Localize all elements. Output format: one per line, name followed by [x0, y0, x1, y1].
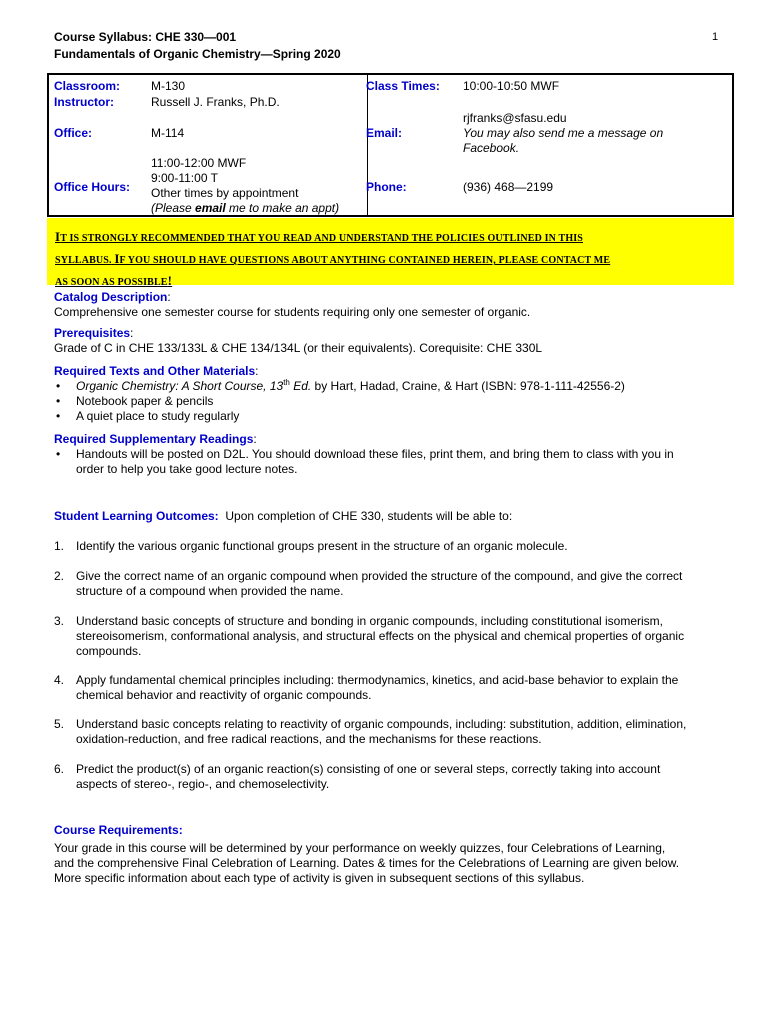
- banner-text-1: T IS STRONGLY RECOMMENDED THAT YOU READ AND UNDERSTAND THE POLICIES OUTLINED IN THIS: [60, 233, 584, 244]
- outcome-item: [54, 762, 724, 792]
- outcomes-intro: Upon completion of CHE 330, students will be able to:: [218, 509, 513, 523]
- list-item: [54, 409, 724, 424]
- outcome-item: [54, 673, 724, 703]
- outcome-number: 2.: [54, 569, 65, 583]
- requirements-line3: More specific information about each type of activity is given in subsequent sections of this syllabus.: [54, 871, 585, 885]
- supplementary-line1: Handouts will be posted on D2L. You should download these files, print them, and bring them to class with you in: [76, 447, 674, 461]
- email-note-line1: You may also send me a message on: [463, 126, 664, 140]
- office-hours-line3: Other times by appointment: [151, 186, 299, 200]
- requirements-line1: Your grade in this course will be determined by your performance on weekly quizzes, four Celebrations of Learning,: [54, 841, 666, 855]
- catalog-section: [54, 290, 724, 320]
- prereq-text: Grade of C in CHE 133/133L & CHE 134/134L (or their equivalents). Corequisite: CHE 330L: [54, 341, 543, 355]
- document-header: [54, 29, 341, 63]
- outcome-number: 1.: [54, 539, 65, 553]
- list-item: [54, 379, 724, 394]
- outcome-text: Predict the product(s) of an organic reaction(s) consisting of one or several steps, correctly taking into account: [76, 762, 661, 776]
- office-hours-note-pre: (Please: [151, 201, 196, 215]
- catalog-title: Catalog Description: [54, 290, 168, 304]
- email-label: Email:: [366, 126, 403, 140]
- class-times-value: 10:00-10:50 MWF: [463, 79, 560, 93]
- supplementary-line2: order to help you take good lecture notes.: [76, 462, 298, 476]
- phone-label: Phone:: [366, 180, 407, 194]
- supplementary-list: [54, 447, 724, 477]
- outcome-text: Understand basic concepts relating to reactivity of organic compounds, including: substitution, addition, elimination,: [76, 717, 687, 731]
- office-hours-note-email: email: [195, 201, 226, 215]
- class-times-label: Class Times:: [366, 79, 440, 93]
- instructor-value: Russell J. Franks, Ph.D.: [151, 95, 280, 109]
- texts-title: Required Texts and Other Materials: [54, 364, 256, 378]
- banner-exclamation: !: [167, 273, 173, 288]
- outcome-text: chemical behavior and reactivity of organic compounds.: [76, 688, 372, 702]
- outcome-text: Apply fundamental chemical principles including: thermodynamics, kinetics, and acid-base behavior to explain the: [76, 673, 679, 687]
- outcome-number: 5.: [54, 717, 65, 731]
- list-item: [54, 394, 724, 409]
- policy-banner: [47, 218, 734, 288]
- page-number: 1: [712, 31, 719, 43]
- supplementary-heading: [54, 432, 724, 447]
- office-label: Office:: [54, 126, 93, 140]
- office-hours-line1: 11:00-12:00 MWF: [151, 156, 247, 170]
- outcome-text: Understand basic concepts of structure and bonding in organic compounds, including constitutional isomerism,: [76, 614, 663, 628]
- outcome-item: [54, 614, 724, 659]
- outcome-text: stereoisomerism, conformational analysis, and structural effects on the physical and chemical properties of organic: [76, 629, 685, 643]
- textbook-edition: Ed.: [289, 379, 312, 393]
- outcome-number: 3.: [54, 614, 65, 628]
- bullet-icon: •: [56, 379, 61, 393]
- materials-item: A quiet place to study regularly: [76, 409, 240, 423]
- textbook-edition-sup: th: [283, 378, 290, 387]
- outcome-number: 6.: [54, 762, 65, 776]
- classroom-value: M-130: [151, 79, 186, 93]
- supplementary-colon: :: [253, 432, 257, 446]
- bullet-icon: •: [56, 447, 61, 461]
- texts-heading: [54, 364, 724, 379]
- bullet-icon: •: [56, 409, 61, 423]
- catalog-heading: [54, 290, 724, 305]
- outcome-item: [54, 569, 724, 599]
- instructor-label: Instructor:: [54, 95, 114, 109]
- outcomes-title: Student Learning Outcomes:: [54, 509, 219, 523]
- textbook-details: by Hart, Hadad, Craine, & Hart (ISBN: 978-1-111-42556-2): [311, 379, 625, 393]
- phone-value: (936) 468—2199: [463, 180, 554, 194]
- email-note-line2: Facebook.: [463, 141, 520, 155]
- catalog-text: Comprehensive one semester course for students requiring only one semester of organic.: [54, 305, 531, 319]
- prereq-title: Prerequisites: [54, 326, 131, 340]
- banner-drop-letter-2: I: [114, 251, 120, 266]
- prereq-colon: :: [130, 326, 134, 340]
- office-hours-line4: [151, 201, 339, 216]
- classroom-label: Classroom:: [54, 79, 121, 93]
- course-title-line: Course Syllabus: CHE 330—001: [54, 30, 237, 44]
- course-info-table: [47, 73, 734, 217]
- banner-text-4: AS SOON AS POSSIBLE: [55, 277, 168, 288]
- list-item: [54, 447, 724, 477]
- outcomes-heading: [54, 509, 724, 524]
- outcome-text: aspects of stereo-, regio-, and chemoselectivity.: [76, 777, 330, 791]
- bullet-icon: •: [56, 394, 61, 408]
- banner-text-3: F YOU SHOULD HAVE QUESTIONS ABOUT ANYTHING CONTAINED HEREIN, PLEASE CONTACT ME: [119, 255, 611, 266]
- requirements-line2: and the comprehensive Final Celebration of Learning. Dates & times for the Celebrations of Learning are given below.: [54, 856, 680, 870]
- email-link[interactable]: rjfranks@sfasu.edu: [463, 111, 567, 125]
- office-hours-label: Office Hours:: [54, 180, 131, 194]
- materials-item: Notebook paper & pencils: [76, 394, 214, 408]
- prereq-heading: [54, 326, 724, 341]
- texts-colon: :: [255, 364, 259, 378]
- outcome-text: compounds.: [76, 644, 142, 658]
- supplementary-title: Required Supplementary Readings: [54, 432, 254, 446]
- office-value: M-114: [151, 126, 185, 140]
- banner-line2: [55, 249, 728, 271]
- outcome-text: oxidation-reduction, and free radical reactions, and the mechanisms for these reactions.: [76, 732, 542, 746]
- outcome-text: Give the correct name of an organic compound when provided the structure of the compound, and give the correct: [76, 569, 683, 583]
- banner-line1: [55, 227, 728, 249]
- banner-drop-letter-1: I: [55, 229, 61, 244]
- banner-text-2: SYLLABUS.: [55, 255, 112, 266]
- course-subtitle-line: Fundamentals of Organic Chemistry—Spring 2020: [54, 47, 341, 61]
- outcome-text: Identify the various organic functional groups present in the structure of an organic molecule.: [76, 539, 568, 553]
- outcome-item: [54, 717, 724, 747]
- requirements-title: Course Requirements:: [54, 823, 183, 837]
- outcome-number: 4.: [54, 673, 65, 687]
- office-hours-note-post: me to make an appt): [225, 201, 340, 215]
- outcome-text: structure of a compound when provided the name.: [76, 584, 344, 598]
- office-hours-line2: 9:00-11:00 T: [151, 171, 218, 185]
- outcome-item: [54, 539, 724, 554]
- textbook-title: Organic Chemistry: A Short Course, 13: [76, 379, 284, 393]
- requirements-section: [54, 823, 724, 886]
- texts-list: [54, 379, 724, 424]
- catalog-colon: :: [167, 290, 171, 304]
- prerequisites-section: [54, 326, 724, 356]
